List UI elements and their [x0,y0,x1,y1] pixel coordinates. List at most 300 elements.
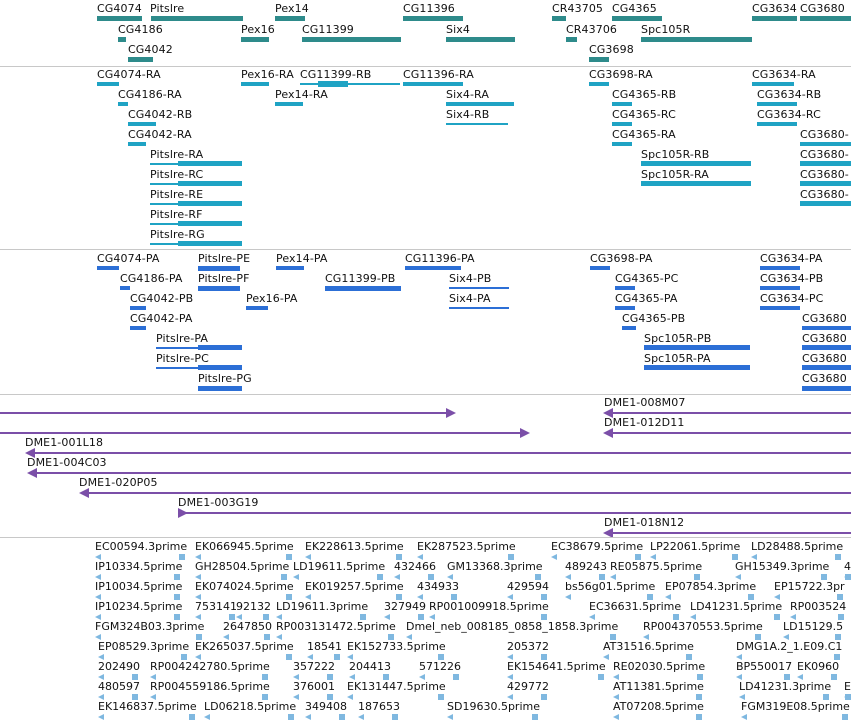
gene-label[interactable]: CG4074 [97,2,142,15]
gene-label[interactable]: CG11399 [302,23,354,36]
est-glyph[interactable] [262,694,268,700]
est-glyph[interactable] [541,694,547,700]
gene-label[interactable]: CG11396 [403,2,455,15]
est-label[interactable]: IP10334.5prime [95,560,183,573]
clone-glyph[interactable] [30,452,851,454]
protein-glyph[interactable] [590,266,610,270]
est-label[interactable]: 434933 [417,580,459,593]
est-glyph[interactable] [739,694,745,700]
est-glyph[interactable] [388,634,394,640]
transcript-label[interactable]: Pitslre-RF [150,208,203,221]
transcript-label[interactable]: CG3698-RA [589,68,653,81]
transcript-glyph[interactable] [800,201,851,206]
est-glyph[interactable] [751,554,757,560]
est-label[interactable]: EC00594.3prime [95,540,188,553]
est-glyph[interactable] [196,634,202,640]
gene-glyph[interactable] [612,16,662,21]
protein-glyph[interactable] [198,266,240,271]
est-glyph[interactable] [181,654,187,660]
est-glyph[interactable] [263,614,269,620]
est-glyph[interactable] [650,554,656,560]
est-glyph[interactable] [507,654,513,660]
clone-glyph[interactable] [608,432,851,434]
protein-label[interactable]: Pitslre-PF [198,272,250,285]
est-glyph[interactable] [834,654,840,660]
est-glyph[interactable] [438,694,444,700]
transcript-label[interactable]: CG4042-RA [128,128,192,141]
est-label[interactable]: EK146837.5prime [98,700,197,713]
est-label[interactable]: EK265037.5prime [195,640,294,653]
est-glyph[interactable] [673,614,679,620]
est-glyph[interactable] [276,614,282,620]
transcript-glyph[interactable] [612,102,632,106]
est-label[interactable]: 92132 [236,600,271,613]
protein-label[interactable]: CG4365-PA [615,292,678,305]
est-glyph[interactable] [98,714,104,720]
clone-label[interactable]: DME1-003G19 [178,496,259,509]
transcript-label[interactable]: CG4074-RA [97,68,161,81]
est-label[interactable]: 432466 [394,560,436,573]
est-glyph[interactable] [95,594,101,600]
est-glyph[interactable] [831,674,837,680]
gene-label[interactable]: Spc105R [641,23,691,36]
gene-glyph[interactable] [241,37,269,42]
transcript-glyph[interactable] [300,83,400,85]
est-glyph[interactable] [360,614,366,620]
est-glyph[interactable] [589,614,595,620]
est-label[interactable]: EK131447.5prime [347,680,446,693]
gene-glyph[interactable] [151,16,243,21]
protein-glyph[interactable] [644,345,750,350]
transcript-glyph[interactable] [178,221,242,226]
est-label[interactable]: LD06218.5prime [204,700,297,713]
gene-glyph[interactable] [446,37,515,42]
est-glyph[interactable] [507,674,513,680]
est-glyph[interactable] [281,574,287,580]
transcript-label[interactable]: Spc105R-RA [641,168,709,181]
est-glyph[interactable] [451,594,457,600]
est-glyph[interactable] [98,654,104,660]
est-glyph[interactable] [429,614,435,620]
est-glyph[interactable] [305,714,311,720]
est-glyph[interactable] [643,634,649,640]
est-glyph[interactable] [204,714,210,720]
est-glyph[interactable] [174,614,180,620]
est-glyph[interactable] [690,614,696,620]
est-label[interactable]: EK066945.5prime [195,540,294,553]
transcript-label[interactable]: Pex14-RA [275,88,328,101]
transcript-label[interactable]: CG3634-RA [752,68,816,81]
est-label[interactable]: 4 [844,560,851,573]
est-label[interactable]: IP10034.5prime [95,580,183,593]
est-label[interactable]: GM13368.3prime [447,560,543,573]
protein-glyph[interactable] [198,286,240,291]
est-glyph[interactable] [845,574,851,580]
transcript-glyph[interactable] [641,161,751,166]
est-glyph[interactable] [541,594,547,600]
protein-glyph[interactable] [622,326,636,330]
est-glyph[interactable] [396,594,402,600]
est-glyph[interactable] [635,554,641,560]
est-glyph[interactable] [195,594,201,600]
est-glyph[interactable] [195,654,201,660]
transcript-label[interactable]: CG4042-RB [128,108,193,121]
protein-label[interactable]: Pitslre-PE [198,252,251,265]
est-glyph[interactable] [307,654,313,660]
est-label[interactable]: 489243 [565,560,607,573]
protein-glyph[interactable] [615,306,635,310]
protein-glyph[interactable] [198,386,242,391]
est-glyph[interactable] [797,674,803,680]
est-glyph[interactable] [293,674,299,680]
est-glyph[interactable] [755,634,761,640]
clone-label[interactable]: DME1-020P05 [79,476,158,489]
protein-glyph[interactable] [760,286,800,290]
est-glyph[interactable] [696,714,702,720]
est-label[interactable]: LD41231.3prime [739,680,832,693]
est-glyph[interactable] [347,654,353,660]
est-glyph[interactable] [565,594,571,600]
est-glyph[interactable] [613,694,619,700]
protein-label[interactable]: Pitslre-PA [156,332,209,345]
est-label[interactable]: RP003524 [790,600,847,613]
est-label[interactable]: LD41231.5prime [690,600,783,613]
est-label[interactable]: EP07854.3prime [665,580,757,593]
protein-label[interactable]: CG4074-PA [97,252,160,265]
est-glyph[interactable] [229,614,235,620]
est-glyph[interactable] [686,654,692,660]
est-glyph[interactable] [835,554,841,560]
est-glyph[interactable] [784,674,790,680]
est-glyph[interactable] [565,574,571,580]
est-label[interactable]: RP004370553.5prime [643,620,763,633]
transcript-label[interactable]: CG3680- [800,128,849,141]
est-label[interactable]: LD19611.3prime [276,600,369,613]
est-label[interactable]: EK287523.5prime [417,540,516,553]
est-glyph[interactable] [835,634,841,640]
transcript-glyph[interactable] [318,81,348,87]
est-glyph[interactable] [741,714,747,720]
est-glyph[interactable] [736,654,742,660]
clone-label[interactable]: DME1-012D11 [604,416,685,429]
est-label[interactable]: 571226 [419,660,461,673]
transcript-label[interactable]: CG3680- [800,148,849,161]
transcript-glyph[interactable] [241,82,269,86]
est-glyph[interactable] [95,574,101,580]
gene-glyph[interactable] [118,37,126,42]
est-label[interactable]: LP22061.5prime [650,540,741,553]
est-glyph[interactable] [347,694,353,700]
est-label[interactable]: 2647850 [223,620,272,633]
est-label[interactable]: GH15349.3prime [735,560,830,573]
transcript-label[interactable]: CG11399-RB [300,68,372,81]
protein-label[interactable]: CG3634-PA [760,252,823,265]
est-glyph[interactable] [610,574,616,580]
transcript-glyph[interactable] [178,181,242,186]
est-glyph[interactable] [417,594,423,600]
est-glyph[interactable] [223,634,229,640]
transcript-glyph[interactable] [612,122,632,126]
est-glyph[interactable] [174,594,180,600]
est-glyph[interactable] [438,654,444,660]
est-label[interactable]: EK154641.5prime [507,660,606,673]
est-glyph[interactable] [507,694,513,700]
transcript-glyph[interactable] [128,142,146,146]
est-label[interactable]: AT31516.5prime [603,640,694,653]
est-glyph[interactable] [732,554,738,560]
gene-label[interactable]: CG4186 [118,23,163,36]
est-glyph[interactable] [406,634,412,640]
protein-label[interactable]: CG4042-PB [130,292,194,305]
est-glyph[interactable] [821,574,827,580]
transcript-label[interactable]: Spc105R-RB [641,148,710,161]
clone-label[interactable]: DME1-004C03 [27,456,107,469]
protein-glyph[interactable] [802,326,851,330]
est-glyph[interactable] [150,694,156,700]
protein-label[interactable]: CG3634-PB [760,272,824,285]
est-glyph[interactable] [419,674,425,680]
protein-glyph[interactable] [130,326,146,330]
transcript-glyph[interactable] [757,122,797,126]
transcript-glyph[interactable] [589,82,609,86]
est-label[interactable]: Dmel_neb_008185_0858_1858.3prime [406,620,619,633]
protein-label[interactable]: CG4042-PA [130,312,193,325]
protein-glyph[interactable] [644,365,750,370]
est-label[interactable]: EP15722.3pr [774,580,845,593]
est-glyph[interactable] [774,594,780,600]
protein-label[interactable]: CG4186-PA [120,272,183,285]
est-label[interactable]: 753141 [195,600,237,613]
transcript-label[interactable]: CG4186-RA [118,88,182,101]
est-label[interactable]: 205372 [507,640,549,653]
transcript-label[interactable]: CG3634-RC [757,108,821,121]
est-glyph[interactable] [396,554,402,560]
transcript-glyph[interactable] [97,82,119,86]
protein-glyph[interactable] [802,345,851,350]
est-glyph[interactable] [507,594,513,600]
est-label[interactable]: LD15129.5 [783,620,844,633]
est-glyph[interactable] [647,594,653,600]
transcript-glyph[interactable] [118,102,128,106]
est-glyph[interactable] [305,594,311,600]
est-glyph[interactable] [95,634,101,640]
protein-label[interactable]: CG11399-PB [325,272,396,285]
est-glyph[interactable] [783,634,789,640]
transcript-label[interactable]: CG3680- [800,168,849,181]
est-glyph[interactable] [508,554,514,560]
est-label[interactable]: 187653 [358,700,400,713]
protein-label[interactable]: CG11396-PA [405,252,475,265]
est-label[interactable]: RP004242780.5prime [150,660,270,673]
protein-label[interactable]: CG3680 [802,372,847,385]
est-glyph[interactable] [264,634,270,640]
est-label[interactable]: E [844,680,851,693]
est-glyph[interactable] [735,574,741,580]
transcript-glyph[interactable] [800,181,851,186]
protein-glyph[interactable] [120,286,130,290]
gene-glyph[interactable] [403,16,463,21]
est-glyph[interactable] [603,654,609,660]
est-glyph[interactable] [334,654,340,660]
est-label[interactable]: bs56g01.5prime [565,580,656,593]
est-label[interactable]: IP10234.5prime [95,600,183,613]
gene-label[interactable]: CG3634 [752,2,797,15]
est-glyph[interactable] [150,674,156,680]
protein-glyph[interactable] [405,266,461,270]
est-label[interactable]: LD19611.5prime [293,560,386,573]
est-label[interactable]: EK019257.5prime [305,580,404,593]
protein-glyph[interactable] [802,386,851,391]
transcript-glyph[interactable] [800,142,851,146]
est-label[interactable]: 204413 [349,660,391,673]
transcript-label[interactable]: Pitslre-RE [150,188,204,201]
est-glyph[interactable] [613,674,619,680]
est-glyph[interactable] [377,574,383,580]
gene-label[interactable]: Six4 [446,23,470,36]
transcript-label[interactable]: Six4-RB [446,108,490,121]
protein-glyph[interactable] [802,365,851,370]
est-label[interactable]: 376001 [293,680,335,693]
transcript-label[interactable]: CG3680- [800,188,849,201]
protein-label[interactable]: Pex14-PA [276,252,328,265]
gene-glyph[interactable] [128,57,153,62]
est-label[interactable]: 429772 [507,680,549,693]
gene-glyph[interactable] [97,16,142,21]
protein-label[interactable]: Pex16-PA [246,292,298,305]
est-glyph[interactable] [327,694,333,700]
est-glyph[interactable] [453,674,459,680]
est-glyph[interactable] [286,654,292,660]
est-label[interactable]: AT07208.5prime [613,700,704,713]
gene-label[interactable]: CG3680 [800,2,845,15]
est-label[interactable]: GH28504.5prime [195,560,290,573]
protein-label[interactable]: Spc105R-PA [644,352,711,365]
est-label[interactable]: BP550017 [736,660,793,673]
gene-glyph[interactable] [302,37,401,42]
est-glyph[interactable] [541,614,547,620]
est-glyph[interactable] [447,714,453,720]
protein-glyph[interactable] [198,365,242,370]
clone-glyph[interactable] [0,412,448,414]
clone-glyph[interactable] [84,492,851,494]
protein-glyph[interactable] [246,306,268,310]
est-glyph[interactable] [551,554,557,560]
est-label[interactable]: EC36631.5prime [589,600,682,613]
est-label[interactable]: RP004559186.5prime [150,680,270,693]
transcript-glyph[interactable] [641,181,751,186]
est-label[interactable]: 480597 [98,680,140,693]
est-glyph[interactable] [358,714,364,720]
est-glyph[interactable] [535,574,541,580]
est-label[interactable]: RP003131472.5prime [276,620,396,633]
protein-glyph[interactable] [760,266,800,270]
protein-glyph[interactable] [130,306,146,310]
est-glyph[interactable] [418,614,424,620]
protein-glyph[interactable] [198,345,242,350]
est-label[interactable]: SD19630.5prime [447,700,540,713]
gene-label[interactable]: Pex14 [275,2,309,15]
est-glyph[interactable] [132,674,138,680]
transcript-glyph[interactable] [403,82,463,86]
gene-glyph[interactable] [552,16,566,21]
protein-label[interactable]: CG3680 [802,312,847,325]
clone-glyph[interactable] [32,472,851,474]
est-glyph[interactable] [98,694,104,700]
est-glyph[interactable] [541,654,547,660]
protein-label[interactable]: CG3634-PC [760,292,824,305]
est-glyph[interactable] [195,574,201,580]
est-glyph[interactable] [95,614,101,620]
est-glyph[interactable] [447,574,453,580]
transcript-label[interactable]: CG3634-RB [757,88,822,101]
est-glyph[interactable] [598,674,604,680]
est-glyph[interactable] [394,574,400,580]
gene-glyph[interactable] [275,16,305,21]
est-glyph[interactable] [774,614,780,620]
protein-glyph[interactable] [325,286,401,291]
est-glyph[interactable] [610,634,616,640]
transcript-glyph[interactable] [446,123,508,125]
est-label[interactable]: EK0960 [797,660,840,673]
est-label[interactable]: RP001009918.5prime [429,600,549,613]
protein-glyph[interactable] [449,287,509,289]
protein-label[interactable]: CG4365-PB [622,312,686,325]
est-glyph[interactable] [837,594,843,600]
protein-label[interactable]: Six4-PA [449,292,491,305]
est-glyph[interactable] [293,574,299,580]
est-glyph[interactable] [384,614,390,620]
protein-label[interactable]: CG4365-PC [615,272,679,285]
gene-glyph[interactable] [589,57,609,62]
est-glyph[interactable] [790,614,796,620]
clone-glyph[interactable] [184,512,851,514]
protein-label[interactable]: Pitslre-PG [198,372,252,385]
transcript-glyph[interactable] [178,201,242,206]
transcript-label[interactable]: Pitslre-RC [150,168,204,181]
est-label[interactable]: 327949 [384,600,426,613]
est-label[interactable]: EK228613.5prime [305,540,404,553]
clone-glyph[interactable] [0,432,522,434]
protein-glyph[interactable] [97,266,119,270]
gene-label[interactable]: CG4365 [612,2,657,15]
transcript-glyph[interactable] [800,161,851,166]
est-label[interactable]: EK074024.5prime [195,580,294,593]
transcript-label[interactable]: CG4365-RC [612,108,676,121]
gene-glyph[interactable] [800,16,851,21]
est-glyph[interactable] [286,594,292,600]
protein-label[interactable]: Pitslre-PC [156,352,209,365]
est-glyph[interactable] [696,694,702,700]
clone-label[interactable]: DME1-018N12 [604,516,685,529]
gene-label[interactable]: CR43705 [552,2,604,15]
transcript-label[interactable]: Six4-RA [446,88,489,101]
est-glyph[interactable] [736,674,742,680]
est-glyph[interactable] [842,714,848,720]
transcript-glyph[interactable] [128,122,156,126]
clone-label[interactable]: DME1-008M07 [604,396,686,409]
est-label[interactable]: EC38679.5prime [551,540,644,553]
est-glyph[interactable] [95,554,101,560]
protein-label[interactable]: Spc105R-PB [644,332,712,345]
est-glyph[interactable] [694,574,700,580]
gene-label[interactable]: Pex16 [241,23,275,36]
est-label[interactable]: 18541 [307,640,342,653]
est-glyph[interactable] [195,554,201,560]
est-glyph[interactable] [748,594,754,600]
est-glyph[interactable] [613,714,619,720]
est-glyph[interactable] [286,554,292,560]
protein-glyph[interactable] [615,286,635,290]
